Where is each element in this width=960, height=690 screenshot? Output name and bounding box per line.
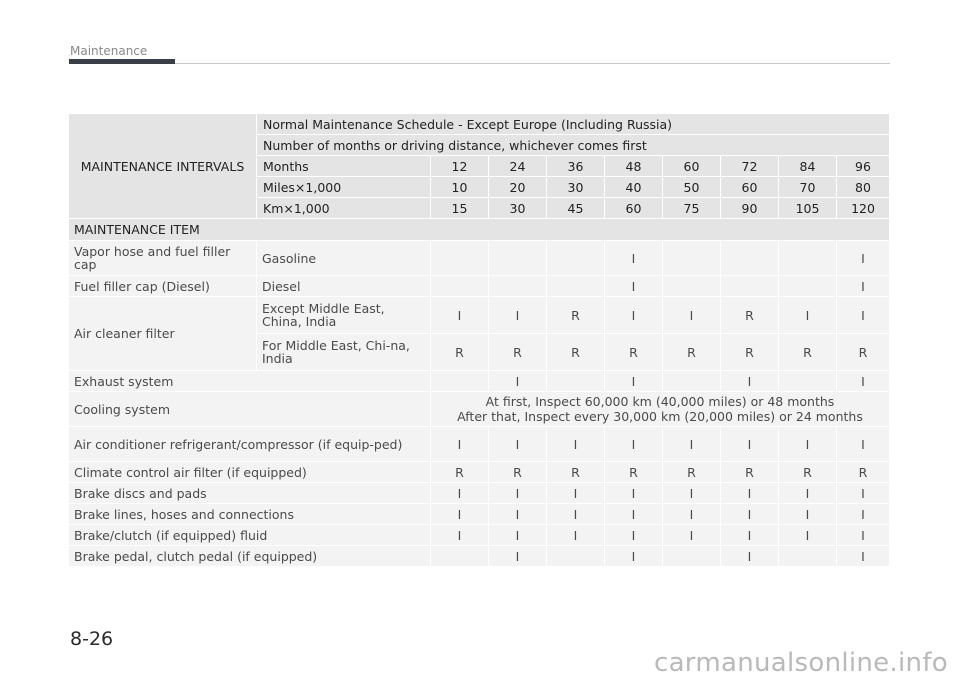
interval-cell: I — [605, 276, 663, 297]
interval-cell: I — [663, 297, 721, 334]
interval-cell: I — [605, 525, 663, 546]
months-cell: 36 — [547, 156, 605, 177]
item-name: Climate control air filter (if equipped) — [69, 462, 431, 483]
miles-cell: 10 — [431, 177, 489, 198]
interval-cell — [489, 241, 547, 276]
maintenance-intervals-label: MAINTENANCE INTERVALS — [69, 114, 257, 219]
item-condition: For Middle East, Chi-na, India — [257, 334, 431, 371]
interval-cell — [547, 546, 605, 567]
item-name: Fuel filler cap (Diesel) — [69, 276, 257, 297]
page-number: 8-26 — [70, 628, 114, 650]
interval-cell: I — [605, 427, 663, 462]
schedule-subtitle: Number of months or driving distance, whichever comes first — [257, 135, 890, 156]
interval-cell: I — [489, 371, 547, 392]
maintenance-schedule-table — [69, 114, 890, 567]
interval-cell — [663, 371, 721, 392]
miles-cell: 60 — [721, 177, 779, 198]
interval-cell: I — [837, 371, 890, 392]
interval-cell: I — [837, 483, 890, 504]
table-row — [69, 371, 890, 392]
km-cell: 45 — [547, 198, 605, 219]
interval-cell — [547, 371, 605, 392]
table-row — [69, 276, 890, 297]
interval-cell: I — [605, 371, 663, 392]
interval-cell: I — [837, 297, 890, 334]
interval-cell: I — [837, 427, 890, 462]
months-cell: 12 — [431, 156, 489, 177]
section-title-bar — [69, 59, 175, 64]
months-cell: 60 — [663, 156, 721, 177]
km-cell: 105 — [779, 198, 837, 219]
interval-cell: I — [837, 504, 890, 525]
interval-cell: R — [779, 334, 837, 371]
miles-cell: 50 — [663, 177, 721, 198]
interval-cell: I — [837, 546, 890, 567]
km-cell: 120 — [837, 198, 890, 219]
interval-cell: I — [663, 525, 721, 546]
interval-cell: I — [431, 504, 489, 525]
item-name: Brake lines, hoses and connections — [69, 504, 431, 525]
table-row — [69, 483, 890, 504]
km-cell: 60 — [605, 198, 663, 219]
interval-cell: R — [431, 462, 489, 483]
km-cell: 15 — [431, 198, 489, 219]
interval-cell — [663, 241, 721, 276]
interval-cell: I — [489, 483, 547, 504]
interval-cell: I — [721, 546, 779, 567]
interval-cell — [779, 276, 837, 297]
interval-cell — [547, 276, 605, 297]
interval-cell — [779, 241, 837, 276]
header-rule — [175, 63, 890, 64]
interval-cell: R — [547, 297, 605, 334]
cooling-note-first: At first, Inspect 60,000 km (40,000 miles) or 48 months — [485, 394, 835, 409]
interval-cell: I — [779, 297, 837, 334]
interval-cell: R — [547, 462, 605, 483]
interval-cell: R — [489, 334, 547, 371]
interval-cell: I — [721, 504, 779, 525]
item-condition: Except Middle East, China, India — [257, 297, 431, 334]
interval-cell: R — [547, 334, 605, 371]
interval-cell: R — [663, 462, 721, 483]
schedule-title: Normal Maintenance Schedule - Except Europe (Including Russia) — [257, 114, 890, 135]
item-condition: Gasoline — [257, 241, 431, 276]
watermark: carmanualsonline.info — [653, 648, 948, 678]
table-row — [69, 297, 890, 334]
km-cell: 75 — [663, 198, 721, 219]
months-cell: 24 — [489, 156, 547, 177]
interval-cell: I — [663, 427, 721, 462]
interval-cell — [779, 371, 837, 392]
table-row — [69, 462, 890, 483]
interval-cell: R — [779, 462, 837, 483]
km-cell: 30 — [489, 198, 547, 219]
cooling-note-after: After that, Inspect every 30,000 km (20,000 miles) or 24 months — [457, 409, 863, 424]
miles-cell: 80 — [837, 177, 890, 198]
table-row — [69, 241, 890, 276]
item-name: Air conditioner refrigerant/compressor (if equip-ped) — [69, 427, 431, 462]
interval-cell: I — [489, 427, 547, 462]
interval-cell: R — [837, 334, 890, 371]
interval-cell: I — [605, 504, 663, 525]
item-name: Exhaust system — [69, 371, 431, 392]
interval-cell: R — [721, 334, 779, 371]
interval-cell: I — [431, 483, 489, 504]
interval-cell: I — [779, 504, 837, 525]
interval-cell: I — [837, 525, 890, 546]
months-cell: 72 — [721, 156, 779, 177]
interval-cell: I — [489, 297, 547, 334]
table-row — [69, 392, 890, 427]
interval-cell — [431, 371, 489, 392]
interval-cell: I — [837, 276, 890, 297]
interval-cell: R — [605, 334, 663, 371]
item-condition: Diesel — [257, 276, 431, 297]
item-name: Brake discs and pads — [69, 483, 431, 504]
interval-cell: R — [605, 462, 663, 483]
km-label: Km×1,000 — [257, 198, 431, 219]
interval-cell — [663, 276, 721, 297]
interval-cell: I — [547, 525, 605, 546]
interval-cell — [431, 241, 489, 276]
interval-cell: I — [721, 371, 779, 392]
interval-cell: R — [721, 297, 779, 334]
interval-cell: I — [489, 546, 547, 567]
item-name: Vapor hose and fuel filler cap — [69, 241, 257, 276]
interval-cell — [721, 241, 779, 276]
interval-cell: I — [547, 427, 605, 462]
interval-cell — [721, 276, 779, 297]
interval-cell: I — [721, 483, 779, 504]
months-cell: 48 — [605, 156, 663, 177]
interval-cell: R — [489, 462, 547, 483]
table-row — [69, 525, 890, 546]
maintenance-item-header-row — [69, 219, 890, 241]
interval-cell — [779, 546, 837, 567]
interval-cell: I — [431, 525, 489, 546]
header-row-title — [69, 114, 890, 135]
interval-cell — [431, 546, 489, 567]
table-row — [69, 546, 890, 567]
interval-cell: I — [663, 483, 721, 504]
table-row — [69, 504, 890, 525]
interval-cell: I — [837, 241, 890, 276]
interval-cell: I — [605, 241, 663, 276]
miles-cell: 30 — [547, 177, 605, 198]
cooling-note — [431, 392, 890, 427]
section-title: Maintenance — [70, 44, 148, 58]
interval-cell: R — [431, 334, 489, 371]
interval-cell: I — [605, 546, 663, 567]
interval-cell: I — [547, 483, 605, 504]
months-cell: 96 — [837, 156, 890, 177]
km-cell: 90 — [721, 198, 779, 219]
interval-cell: I — [721, 525, 779, 546]
interval-cell — [663, 546, 721, 567]
table-row — [69, 427, 890, 462]
interval-cell — [489, 276, 547, 297]
interval-cell: R — [837, 462, 890, 483]
miles-cell: 40 — [605, 177, 663, 198]
interval-cell: I — [431, 297, 489, 334]
item-name: Cooling system — [69, 392, 431, 427]
miles-cell: 20 — [489, 177, 547, 198]
interval-cell — [547, 241, 605, 276]
interval-cell: I — [779, 483, 837, 504]
interval-cell: I — [431, 427, 489, 462]
maintenance-item-label: MAINTENANCE ITEM — [69, 219, 890, 241]
miles-label: Miles×1,000 — [257, 177, 431, 198]
item-name: Air cleaner filter — [69, 297, 257, 371]
interval-cell: I — [721, 427, 779, 462]
interval-cell: I — [547, 504, 605, 525]
interval-cell: I — [779, 427, 837, 462]
interval-cell: R — [721, 462, 779, 483]
months-cell: 84 — [779, 156, 837, 177]
interval-cell: I — [605, 483, 663, 504]
miles-cell: 70 — [779, 177, 837, 198]
interval-cell: I — [489, 504, 547, 525]
months-label: Months — [257, 156, 431, 177]
interval-cell: I — [779, 525, 837, 546]
interval-cell: I — [605, 297, 663, 334]
item-name: Brake/clutch (if equipped) fluid — [69, 525, 431, 546]
interval-cell: I — [663, 504, 721, 525]
interval-cell: R — [663, 334, 721, 371]
interval-cell — [431, 276, 489, 297]
item-name: Brake pedal, clutch pedal (if equipped) — [69, 546, 431, 567]
interval-cell: I — [489, 525, 547, 546]
